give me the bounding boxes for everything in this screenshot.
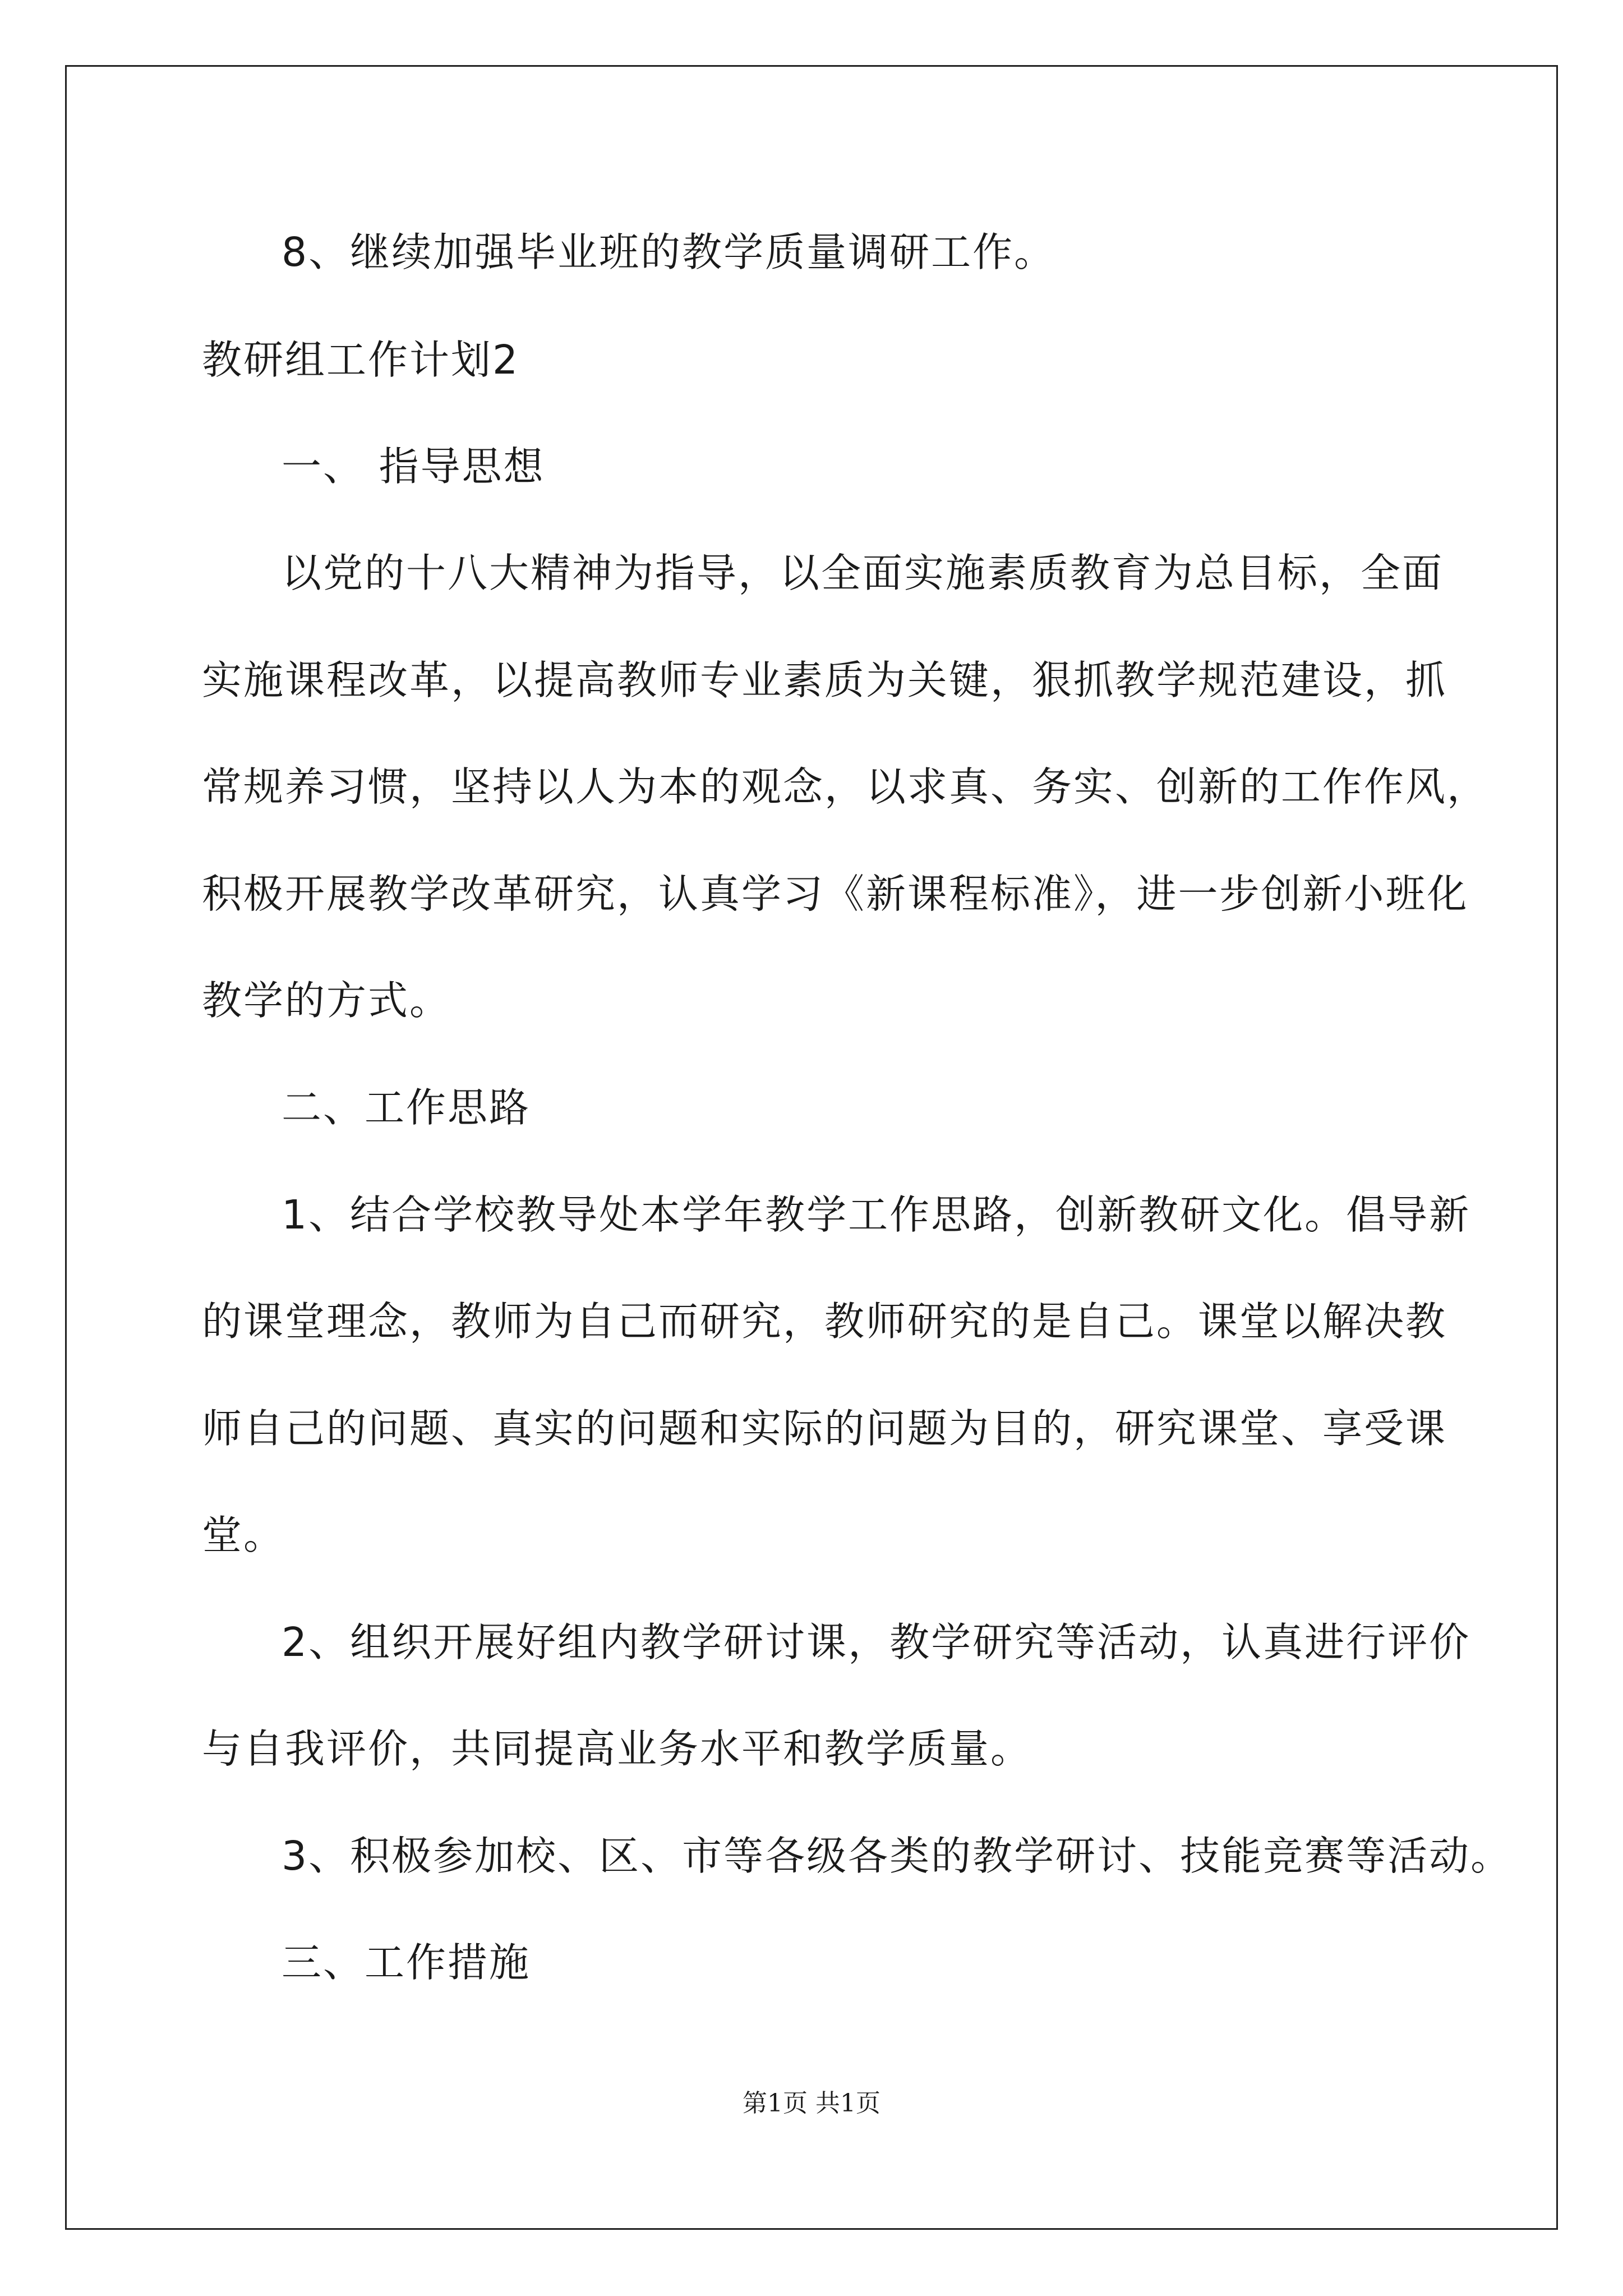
paragraph-line: 以党的十八大精神为指导，以全面实施素质教育为总目标，全面 [282,550,1444,596]
paragraph-line: 常规养习惯，坚持以人为本的观念，以求真、务实、创新的工作作风， [202,763,1489,810]
section-title: 教研组工作计划2 [202,337,520,383]
heading-guiding-thought: 一、 指导思想 [282,443,545,490]
heading-work-approach: 二、工作思路 [282,1084,531,1131]
paragraph-line: 1、结合学校教导处本学年教学工作思路，创新教研文化。倡导新 [282,1191,1471,1238]
paragraph-line: 堂。 [202,1512,285,1558]
paragraph-line: 积极开展教学改革研究，认真学习《新课程标准》，进一步创新小班化 [202,871,1469,917]
page-border [65,65,1558,2230]
paragraph-item-8: 8、继续加强毕业班的教学质量调研工作。 [282,229,1056,275]
page-footer: 第1页 共1页 [743,2089,880,2118]
paragraph-line: 实施课程改革，以提高教师专业素质为关键，狠抓教学规范建设，抓 [202,657,1447,703]
paragraph-line: 师自己的问题、真实的问题和实际的问题为目的，研究课堂、享受课 [202,1405,1447,1452]
paragraph-line: 的课堂理念，教师为自己而研究，教师研究的是自己。课堂以解决教 [202,1298,1447,1345]
paragraph-line: 2、组织开展好组内教学研讨课，教学研究等活动，认真进行评价 [282,1619,1471,1665]
heading-work-measures: 三、工作措施 [282,1939,531,1986]
paragraph-line: 教学的方式。 [202,977,451,1024]
paragraph-line: 3、积极参加校、区、市等各级各类的教学研讨、技能竞赛等活动。 [282,1833,1513,1879]
paragraph-line: 与自我评价，共同提高业务水平和教学质量。 [202,1726,1032,1772]
